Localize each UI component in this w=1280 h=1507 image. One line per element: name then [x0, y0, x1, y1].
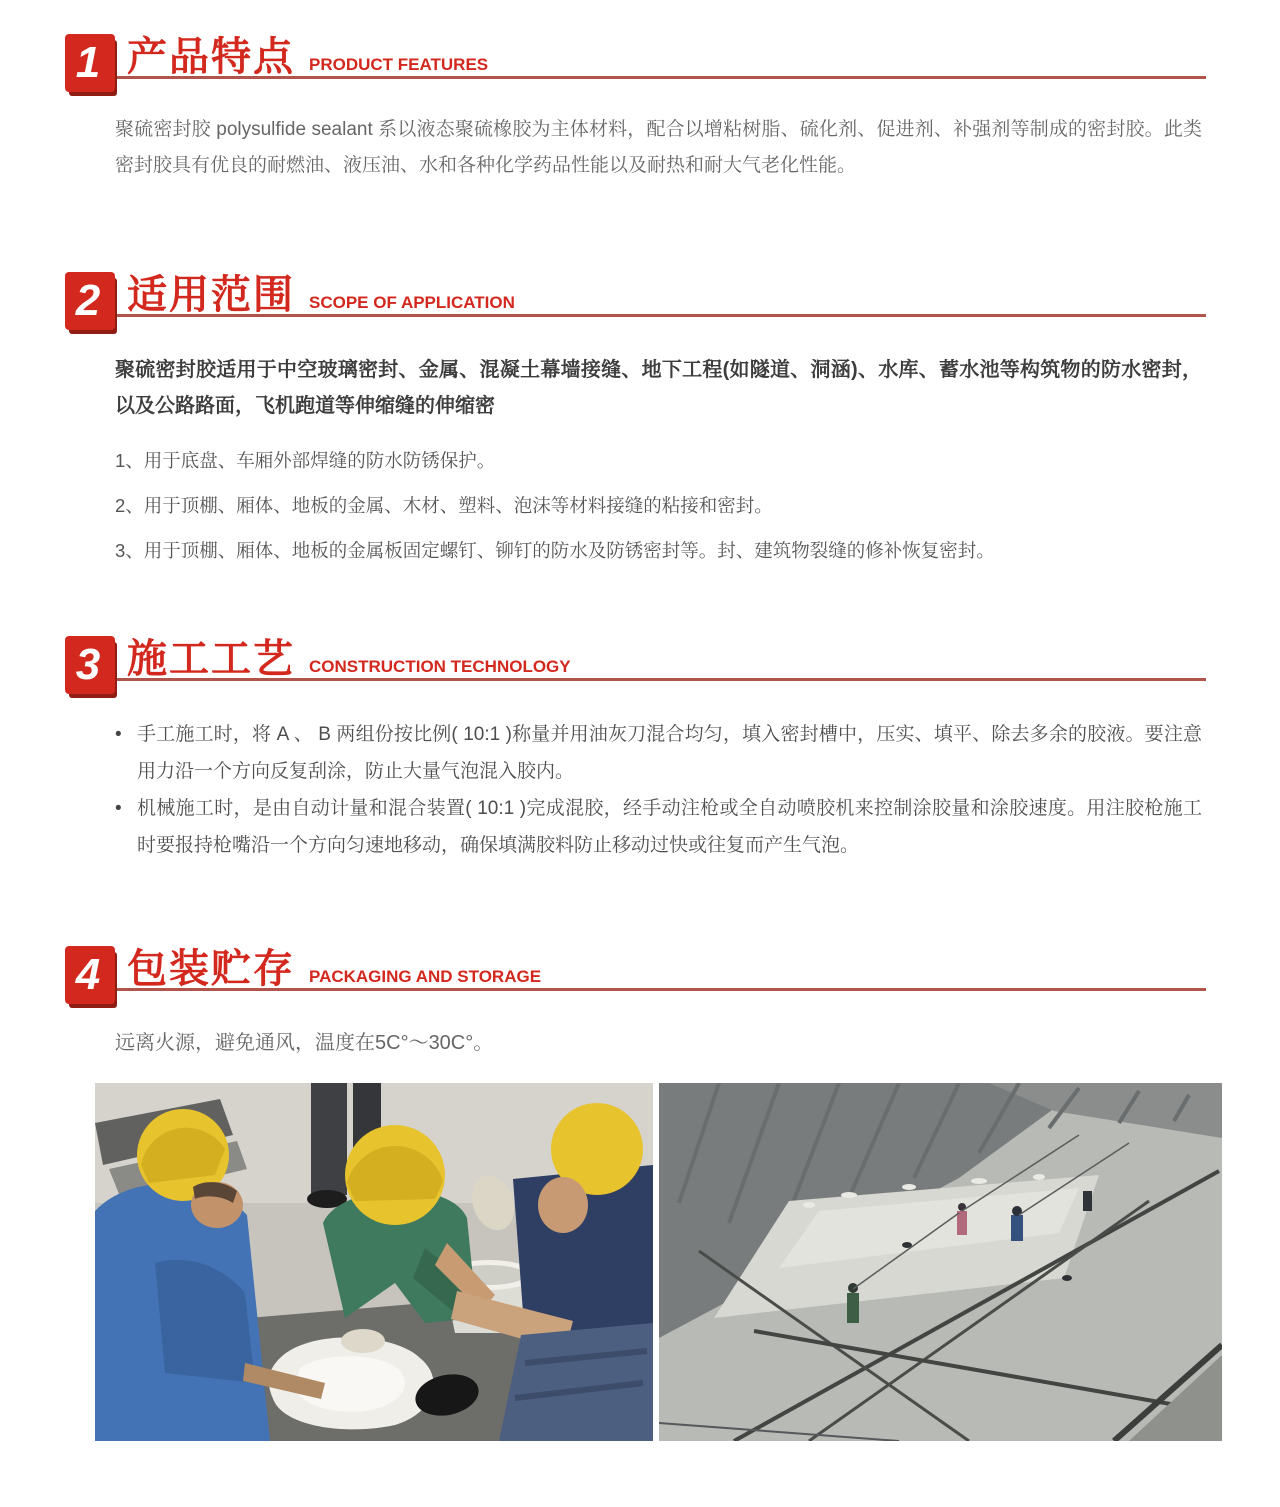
bullet-item	[115, 790, 1202, 864]
concrete-dam-slope-photo	[659, 1083, 1222, 1441]
section-title-zh: 施工工艺	[127, 637, 295, 681]
section-header	[65, 636, 1212, 700]
bullet-text: 手工施工时，将 A 、 B 两组份按比例( 10:1 )称量并用油灰刀混合均匀，填入密封槽中，压实、填平、除去多余的胶液。要注意用力沿一个方向反复刮涂，防止大量气泡混入胶内。	[137, 724, 1202, 783]
section-number-badge: 4	[65, 946, 115, 1004]
section-title-zh: 产品特点	[127, 35, 295, 79]
section-header	[65, 946, 1212, 1010]
bullet-item	[115, 716, 1202, 790]
section-title-en: PACKAGING AND STORAGE	[309, 967, 542, 986]
section-title-en: PRODUCT FEATURES	[309, 55, 489, 74]
list-item: 3、用于顶棚、厢体、地板的金属板固定螺钉、铆钉的防水及防锈密封等。封、建筑物裂缝的修补恢复密封。	[115, 540, 995, 561]
photo-strip	[95, 1083, 1222, 1441]
bullet-dot-icon: •	[115, 724, 122, 745]
bullet-text: 机械施工时，是由自动计量和混合装置( 10:1 )完成混胶，经手动注枪或全自动喷胶机来控制涂胶量和涂胶速度。用注胶枪施工时要报持枪嘴沿一个方向匀速地移动，确保填满胶料防止移动过快或往复而产生气泡。	[137, 798, 1202, 857]
section-title-zh: 适用范围	[127, 273, 295, 317]
section-header	[65, 34, 1212, 98]
section-scope-of-application	[65, 272, 1212, 569]
section-paragraph: 聚硫密封胶 polysulfide sealant 系以液态聚硫橡胶为主体材料，配合以增粘树脂、硫化剂、促进剂、补强剂等制成的密封胶。此类密封胶具有优良的耐燃油、液压油、水和各种化学药品性能以及耐热和耐大气老化性能。	[115, 119, 1202, 176]
section-number-badge: 3	[65, 636, 115, 694]
list-item: 1、用于底盘、车厢外部焊缝的防水防锈保护。	[115, 450, 496, 471]
bullet-dot-icon: •	[115, 798, 122, 820]
section-construction-technology	[65, 636, 1212, 864]
section-number-badge: 2	[65, 272, 115, 330]
section-packaging-and-storage	[65, 946, 1212, 1060]
section-header	[65, 272, 1212, 336]
section-title-zh: 包装贮存	[127, 947, 295, 991]
section-title-en: SCOPE OF APPLICATION	[309, 293, 515, 312]
storage-conditions-text: 远离火源，避免通风，温度在5C°～30C°。	[115, 1032, 494, 1054]
workers-mixing-sealant-photo	[95, 1083, 653, 1441]
section-product-features	[65, 34, 1212, 183]
list-item: 2、用于顶棚、厢体、地板的金属、木材、塑料、泡沫等材料接缝的粘接和密封。	[115, 495, 773, 516]
section-title-en: CONSTRUCTION TECHNOLOGY	[309, 657, 571, 676]
section-number-badge: 1	[65, 34, 115, 92]
lead-paragraph: 聚硫密封胶适用于中空玻璃密封、金属、混凝土幕墙接缝、地下工程(如隧道、洞涵)、水库、蓄水池等构筑物的防水密封，以及公路路面，飞机跑道等伸缩缝的伸缩密	[115, 359, 1202, 417]
